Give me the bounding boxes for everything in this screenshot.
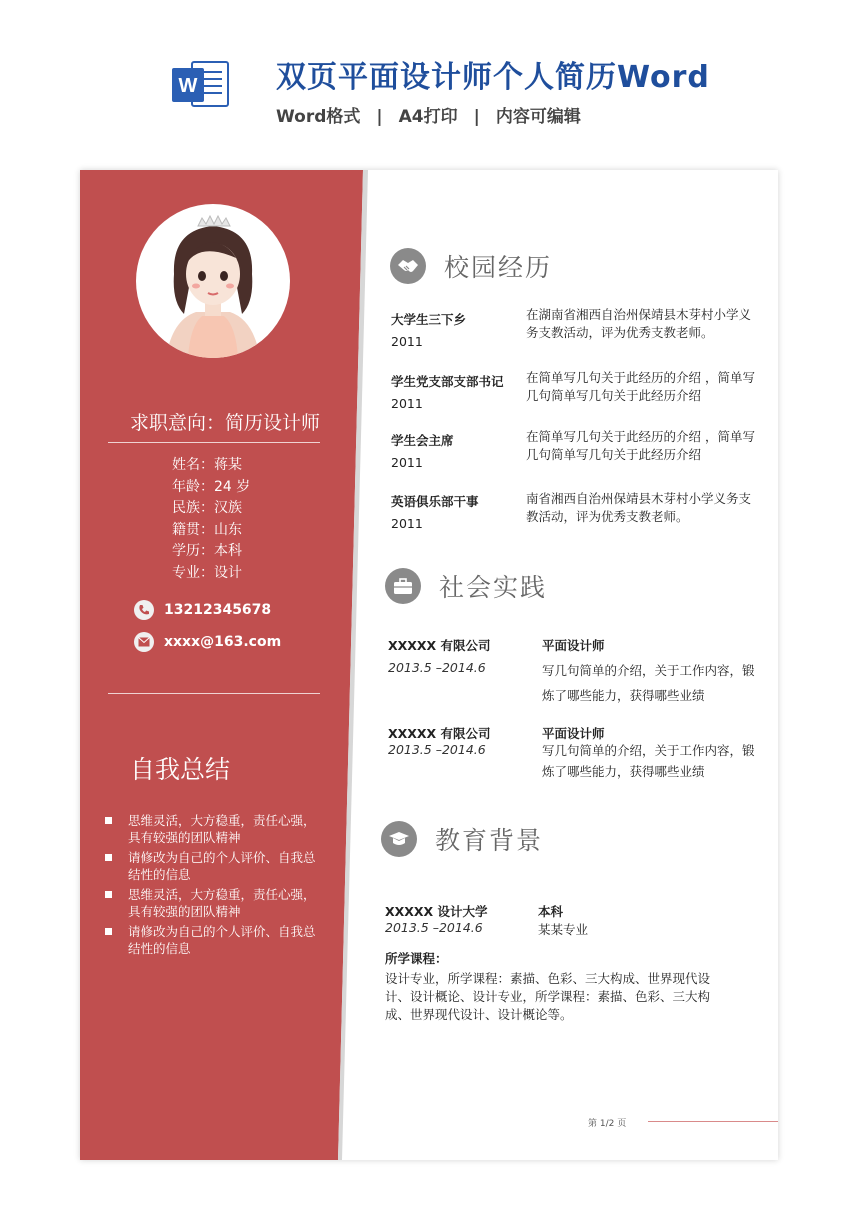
summary-title: 自我总结 — [130, 755, 231, 784]
info-education: 学历：本科 — [172, 543, 242, 559]
social-role: 平面设计师 — [542, 638, 605, 653]
page-title: 双页平面设计师个人简历Word — [276, 60, 710, 95]
social-date: 2013.5 –2014.6 — [388, 660, 486, 675]
info-hometown: 籍贯：山东 — [172, 521, 242, 538]
phone-number: 13212345678 — [164, 602, 272, 618]
feature-line — [276, 102, 581, 127]
feature-editable: 内容可编辑 — [495, 107, 581, 127]
email-row — [134, 632, 281, 652]
email-address: xxxx@163.com — [164, 634, 282, 650]
phone-icon — [134, 600, 154, 620]
handshake-icon — [390, 248, 426, 284]
campus-item-year: 2011 — [391, 396, 423, 411]
feature-format: Word格式 — [276, 107, 361, 127]
campus-item-name: 英语俱乐部干事 — [391, 494, 479, 509]
section-title: 教育背景 — [435, 826, 544, 855]
social-company: XXXXX 有限公司 — [388, 726, 491, 741]
summary-item: 思维灵活，大方稳重，责任心强，具有较强的团队精神 — [104, 812, 326, 846]
resume-page — [80, 170, 778, 1160]
section-title: 社会实践 — [439, 573, 548, 602]
campus-item-year: 2011 — [391, 516, 423, 531]
campus-item-desc: 在简单写几句关于此经历的介绍 ，简单写几句简单写几句关于此经历介绍 — [526, 370, 755, 403]
page-number: 第 1/2 页 — [588, 1119, 627, 1129]
social-desc: 写几句简单的介绍，关于工作内容，锻炼了哪些能力，获得哪些业绩 — [542, 743, 755, 779]
campus-item-name: 学生会主席 — [391, 433, 454, 448]
word-logo-letter: W — [178, 75, 198, 97]
graduation-cap-icon — [381, 821, 417, 857]
education-date: 2013.5 –2014.6 — [385, 920, 483, 935]
feature-separator: | — [473, 107, 480, 127]
campus-item-name: 学生党支部支部书记 — [391, 374, 504, 389]
campus-item-desc: 在湖南省湘西自治州保靖县木芽村小学义务支教活动，评为优秀支教老师。 — [526, 307, 752, 340]
summary-list — [104, 812, 326, 960]
summary-item: 请修改为自己的个人评价、自我总结性的信息 — [104, 923, 326, 957]
personal-info — [172, 455, 250, 584]
word-logo-icon — [172, 58, 230, 110]
social-company: XXXXX 有限公司 — [388, 638, 491, 653]
info-age: 年龄：24 岁 — [172, 478, 251, 495]
feature-print: A4打印 — [398, 107, 458, 127]
phone-row — [134, 600, 271, 620]
degree: 本科 — [538, 904, 564, 919]
page-header — [0, 0, 860, 150]
campus-item-desc: 在简单写几句关于此经历的介绍 ，简单写几句简单写几句关于此经历介绍 — [526, 429, 755, 462]
summary-item: 请修改为自己的个人评价、自我总结性的信息 — [104, 849, 326, 883]
summary-item: 思维灵活，大方稳重，责任心强，具有较强的团队精神 — [104, 886, 326, 920]
campus-item-year: 2011 — [391, 334, 423, 349]
courses-label: 所学课程： — [385, 951, 448, 966]
school-name: XXXXX 设计大学 — [385, 904, 488, 919]
social-role: 平面设计师 — [542, 726, 605, 741]
courses-text: 设计专业，所学课程：素描、色彩、三大构成、世界现代设计、设计概论、设计专业，所学课程：素描、色彩、三大构成、世界现代设计、设计概论等。 — [385, 971, 711, 1022]
campus-item — [391, 431, 454, 470]
section-campus — [390, 248, 552, 284]
section-social — [385, 568, 547, 604]
major: 某某专业 — [538, 922, 589, 937]
campus-item — [391, 310, 466, 349]
divider — [108, 693, 320, 694]
footer-line — [648, 1121, 778, 1122]
section-title: 校园经历 — [444, 253, 553, 282]
job-intent: 求职意向：简历设计师 — [130, 412, 321, 434]
campus-item — [391, 372, 504, 411]
avatar — [136, 204, 290, 358]
briefcase-icon — [385, 568, 421, 604]
info-name: 姓名：蒋某 — [172, 457, 242, 473]
mail-icon — [134, 632, 154, 652]
divider — [108, 442, 320, 443]
social-date: 2013.5 –2014.6 — [388, 742, 486, 757]
info-major: 专业：设计 — [172, 564, 242, 581]
campus-item-desc: 南省湘西自治州保靖县木芽村小学义务支教活动，评为优秀支教老师。 — [526, 491, 752, 524]
campus-item-name: 大学生三下乡 — [391, 312, 467, 327]
social-desc: 写几句简单的介绍，关于工作内容，锻炼了哪些能力，获得哪些业绩 — [542, 663, 755, 703]
campus-item — [391, 492, 479, 531]
info-ethnicity: 民族：汉族 — [172, 500, 242, 516]
campus-item-year: 2011 — [391, 455, 423, 470]
feature-separator: | — [376, 107, 383, 127]
section-education — [381, 821, 543, 857]
